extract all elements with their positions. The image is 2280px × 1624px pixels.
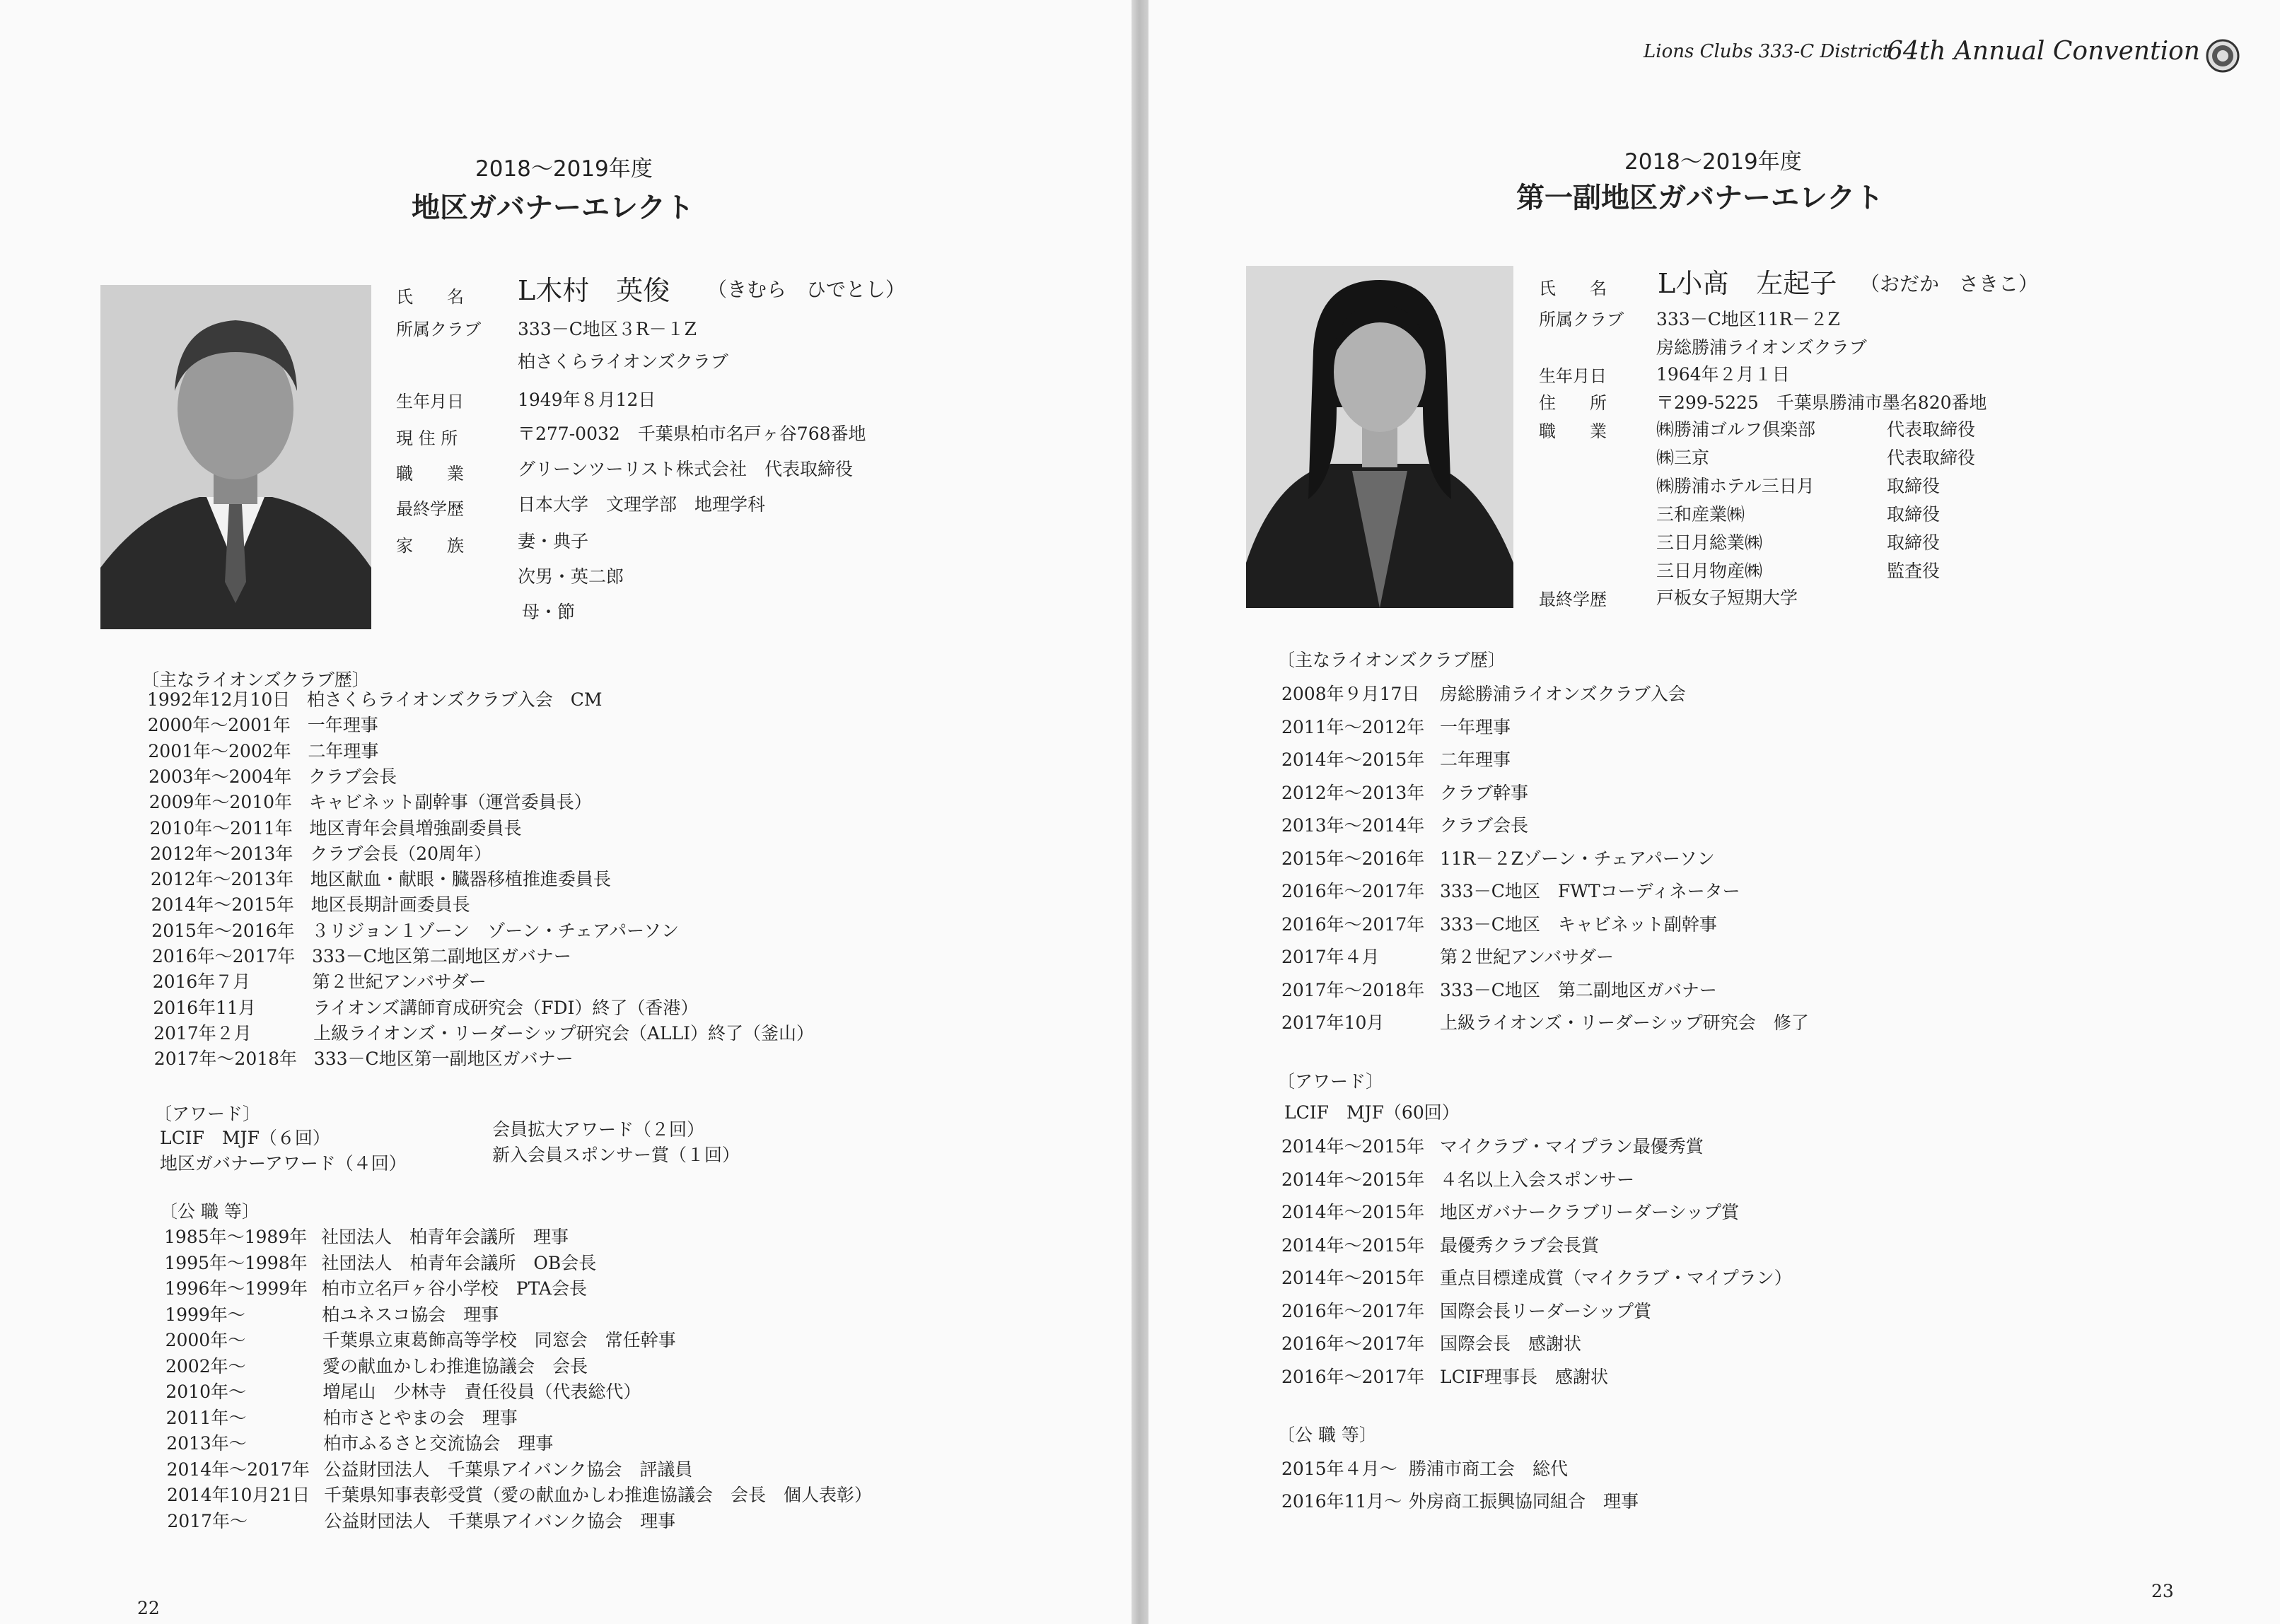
right-history-title: 〔主なライオンズクラブ歴〕 xyxy=(1277,650,1506,670)
award-item-text: 国際会長リーダーシップ賞 xyxy=(1440,1300,1652,1321)
left-year: 2018～2019年度 xyxy=(475,156,653,182)
public-item-date: 2017年～ xyxy=(167,1510,248,1531)
public-item-text: 柏ユネスコ協会 理事 xyxy=(322,1304,499,1325)
history-item-text: ライオンズ講師育成研究会（FDI）終了（香港） xyxy=(313,997,699,1018)
history-item-date: 2011年～2012年 xyxy=(1281,716,1425,737)
education-label: 最終学歴 xyxy=(1539,590,1607,609)
left-award-title: 〔アワード〕 xyxy=(154,1104,261,1124)
history-item-date: 2017年４月 xyxy=(1281,947,1380,967)
right-year: 2018～2019年度 xyxy=(1624,149,1802,175)
history-item-date: 2013年～2014年 xyxy=(1281,815,1425,836)
job-role: 取締役 xyxy=(1887,504,1941,525)
history-item-text: 第２世紀アンバサダー xyxy=(312,971,487,993)
public-item-text: 愛の献血かしわ推進協議会 会長 xyxy=(322,1355,588,1377)
public-item-text: 社団法人 柏青年会議所 OB会長 xyxy=(321,1252,597,1273)
award-item-text: 最優秀クラブ会長賞 xyxy=(1440,1234,1600,1256)
history-item-date: 2012年～2013年 xyxy=(150,869,294,890)
job-company: 三日月物産㈱ xyxy=(1656,561,1763,581)
name-reading: （おだか さきこ） xyxy=(1860,272,2039,296)
award-item-text: 地区ガバナークラブリーダーシップ賞 xyxy=(1440,1202,1740,1222)
history-item-date: 2000年～2001年 xyxy=(147,715,291,736)
name-reading: （きむら ひでとし） xyxy=(707,278,906,301)
education-label: 最終学歴 xyxy=(396,499,464,519)
history-item-date: 2012年～2013年 xyxy=(1281,782,1425,803)
public-item-date: 1995年～1998年 xyxy=(164,1252,308,1273)
job-company: ㈱勝浦ゴルフ倶楽部 xyxy=(1656,419,1816,440)
lions-emblem-icon xyxy=(2206,39,2240,73)
job-role: 代表取締役 xyxy=(1887,419,1976,440)
history-item-date: 2017年10月 xyxy=(1281,1012,1385,1033)
public-item-date: 2014年～2017年 xyxy=(166,1459,310,1480)
name-label: 氏 名 xyxy=(1539,279,1607,298)
history-item-date: 2015年～2016年 xyxy=(1281,848,1425,869)
job-company: ㈱三京 xyxy=(1656,448,1710,468)
address: 〒299-5225 千葉県勝浦市墨名820番地 xyxy=(1656,392,1987,413)
public-item-date: 2010年～ xyxy=(165,1381,247,1402)
page-number-left: 22 xyxy=(137,1598,160,1618)
public-item-text: 柏市さとやまの会 理事 xyxy=(322,1407,518,1428)
club-label: 所属クラブ xyxy=(1539,310,1624,329)
public-item-date: 1999年～ xyxy=(165,1304,245,1325)
award-membership: 会員拡大アワード（２回） xyxy=(492,1119,705,1140)
history-item-text: 地区青年会員増強副委員長 xyxy=(309,817,522,839)
address-label: 住 所 xyxy=(1539,393,1607,413)
history-item-text: 第２世紀アンバサダー xyxy=(1440,947,1615,967)
job-role: 監査役 xyxy=(1887,561,1941,581)
award-lcif: LCIF MJF（60回） xyxy=(1284,1102,1460,1123)
person-name: L小髙 左起子 xyxy=(1658,268,1837,299)
public-item-text: 千葉県立東葛飾高等学校 同窓会 常任幹事 xyxy=(322,1330,676,1350)
education: 戸板女子短期大学 xyxy=(1656,588,1798,608)
award-item-date: 2014年～2015年 xyxy=(1281,1268,1425,1288)
birth-label: 生年月日 xyxy=(1539,366,1607,386)
education: 日本大学 文理学部 地理学科 xyxy=(518,494,766,515)
history-item-text: 地区献血・献眼・臓器移植推進委員長 xyxy=(310,869,611,890)
public-item-date: 2000年～ xyxy=(165,1330,246,1350)
club-district: 333－C地区３R－１Z xyxy=(518,319,697,339)
left-history-title: 〔主なライオンズクラブ歴〕 xyxy=(141,670,370,690)
header-event: 64th Annual Convention xyxy=(1887,37,2200,66)
history-item-date: 2016年～2017年 xyxy=(152,946,296,966)
history-item-text: 二年理事 xyxy=(1440,749,1511,770)
public-item-text: 柏市立名戸ヶ谷小学校 PTA会長 xyxy=(321,1278,587,1299)
left-title: 地区ガバナーエレクト xyxy=(412,192,694,224)
page-number-right: 23 xyxy=(2151,1581,2174,1601)
award-item-date: 2016年～2017年 xyxy=(1281,1333,1425,1354)
history-item-date: 2015年～2016年 xyxy=(151,920,295,941)
job: グリーンツーリスト株式会社 代表取締役 xyxy=(518,459,854,479)
history-item-text: 333－C地区第一副地区ガバナー xyxy=(313,1048,574,1070)
history-item-date: 2017年～2018年 xyxy=(153,1048,298,1070)
address: 〒277-0032 千葉県柏市名戸ヶ谷768番地 xyxy=(518,423,866,444)
history-item-date: 2003年～2004年 xyxy=(149,766,292,787)
name-label: 氏 名 xyxy=(396,287,464,307)
history-item-date: 2010年～2011年 xyxy=(149,817,293,839)
history-item-date: 2016年11月 xyxy=(153,997,256,1018)
history-item-date: 2012年～2013年 xyxy=(150,843,293,864)
header-org: Lions Clubs 333-C District xyxy=(1644,41,1890,62)
history-item-date: 2016年～2017年 xyxy=(1281,881,1425,901)
right-public-title: 〔公 職 等〕 xyxy=(1277,1425,1377,1445)
history-item-date: 1992年12月10日 xyxy=(147,689,291,710)
job-role: 代表取締役 xyxy=(1887,448,1976,468)
family-mother: 母・節 xyxy=(522,602,576,622)
history-item-text: クラブ会長 xyxy=(308,766,397,787)
portrait-odaka-graphic xyxy=(1246,266,1513,608)
right-page xyxy=(1148,0,2280,1624)
history-item-date: 2008年９月17日 xyxy=(1281,684,1420,704)
club-name: 柏さくらライオンズクラブ xyxy=(518,351,728,372)
job-company: 三日月総業㈱ xyxy=(1656,532,1763,553)
portrait-photo-odaka xyxy=(1246,266,1513,608)
birth-label: 生年月日 xyxy=(396,392,464,411)
award-item-date: 2016年～2017年 xyxy=(1281,1366,1425,1387)
job-role: 取締役 xyxy=(1887,476,1941,496)
birth-date: 1964年２月１日 xyxy=(1656,364,1790,385)
history-item-text: ３リジョン１ゾーン ゾーン・チェアパーソン xyxy=(311,920,680,941)
history-item-text: 房総勝浦ライオンズクラブ入会 xyxy=(1440,684,1686,704)
history-item-date: 2017年２月 xyxy=(153,1022,252,1044)
history-item-date: 2009年～2010年 xyxy=(149,792,293,813)
history-item-date: 2016年７月 xyxy=(152,971,251,993)
award-item-date: 2014年～2015年 xyxy=(1281,1234,1425,1256)
family-label: 家 族 xyxy=(396,536,464,556)
address-label: 現 住 所 xyxy=(396,428,458,448)
public-item-date: 2014年10月21日 xyxy=(167,1485,310,1505)
job-company: 三和産業㈱ xyxy=(1656,504,1745,525)
public-item-date: 1996年～1999年 xyxy=(164,1278,308,1299)
public-item-text: 勝浦市商工会 総代 xyxy=(1409,1459,1569,1479)
job-role: 取締役 xyxy=(1887,532,1941,553)
public-item-date: 2015年４月～ xyxy=(1281,1459,1397,1479)
job-label: 職 業 xyxy=(396,464,464,484)
history-item-text: 一年理事 xyxy=(1440,716,1511,737)
history-item-date: 2016年～2017年 xyxy=(1281,913,1425,935)
history-item-text: 柏さくらライオンズクラブ入会 CM xyxy=(307,689,603,710)
history-item-text: 上級ライオンズ・リーダーシップ研究会 修了 xyxy=(1440,1012,1809,1033)
public-item-date: 2011年～ xyxy=(165,1407,247,1428)
history-item-text: クラブ幹事 xyxy=(1440,782,1529,803)
award-item-date: 2014年～2015年 xyxy=(1281,1136,1425,1157)
history-item-text: クラブ会長（20周年） xyxy=(310,843,492,864)
public-item-text: 公益財団法人 千葉県アイバンク協会 理事 xyxy=(324,1510,676,1531)
history-item-text: 11R－２Zゾーン・チェアパーソン xyxy=(1440,848,1715,869)
right-title: 第一副地区ガバナーエレクト xyxy=(1516,182,1884,214)
public-item-text: 社団法人 柏青年会議所 理事 xyxy=(321,1227,569,1247)
job-company: ㈱勝浦ホテル三日月 xyxy=(1656,476,1815,496)
family-spouse: 妻・典子 xyxy=(518,531,589,551)
history-item-date: 2014年～2015年 xyxy=(1281,749,1425,770)
person-name: L木村 英俊 xyxy=(518,275,670,306)
award-lcif: LCIF MJF（６回） xyxy=(160,1128,330,1148)
history-item-text: 333－C地区 FWTコーディネーター xyxy=(1440,881,1740,901)
birth-date: 1949年８月12日 xyxy=(518,390,656,410)
history-item-text: 333－C地区 第二副地区ガバナー xyxy=(1440,979,1717,1000)
public-item-text: 外房商工振興協同組合 理事 xyxy=(1409,1491,1639,1512)
left-public-title: 〔公 職 等〕 xyxy=(160,1201,260,1222)
public-item-text: 公益財団法人 千葉県アイバンク協会 評議員 xyxy=(323,1459,693,1480)
award-sponsor: 新入会員スポンサー賞（１回） xyxy=(492,1145,740,1165)
public-item-date: 1985年～1989年 xyxy=(164,1227,308,1247)
public-item-text: 千葉県知事表彰受賞（愛の献血かしわ推進協議会 会長 個人表彰） xyxy=(324,1485,873,1505)
portrait-kimura-graphic xyxy=(100,285,371,629)
history-item-text: 333－C地区 キャビネット副幹事 xyxy=(1440,913,1717,935)
public-item-date: 2013年～ xyxy=(166,1433,247,1454)
public-item-date: 2002年～ xyxy=(165,1355,246,1377)
history-item-text: 二年理事 xyxy=(308,740,379,761)
club-district: 333－C地区11R－２Z xyxy=(1656,309,1840,329)
award-item-text: マイクラブ・マイプラン最優秀賞 xyxy=(1440,1136,1704,1157)
public-item-text: 増尾山 少林寺 責任役員（代表総代） xyxy=(322,1381,641,1402)
award-item-text: ４名以上入会スポンサー xyxy=(1440,1169,1635,1190)
right-award-title: 〔アワード〕 xyxy=(1277,1071,1384,1092)
award-item-text: 国際会長 感謝状 xyxy=(1440,1333,1582,1354)
history-item-text: 地区長期計画委員長 xyxy=(310,894,470,916)
history-item-date: 2014年～2015年 xyxy=(151,894,294,916)
club-name: 房総勝浦ライオンズクラブ xyxy=(1656,337,1867,358)
history-item-text: クラブ会長 xyxy=(1440,815,1529,836)
club-label: 所属クラブ xyxy=(396,320,481,339)
award-item-date: 2016年～2017年 xyxy=(1281,1300,1425,1321)
award-item-text: LCIF理事長 感謝状 xyxy=(1440,1366,1608,1387)
family-son: 次男・英二郎 xyxy=(518,566,624,587)
portrait-photo-kimura xyxy=(100,285,371,629)
history-item-date: 2001年～2002年 xyxy=(148,740,291,761)
left-page xyxy=(0,0,1132,1624)
award-governor: 地区ガバナーアワード（４回） xyxy=(160,1153,407,1174)
history-item-date: 2017年～2018年 xyxy=(1281,979,1425,1000)
book-gutter xyxy=(1132,0,1148,1624)
history-item-text: 上級ライオンズ・リーダーシップ研究会（ALLI）終了（釜山） xyxy=(313,1022,814,1044)
award-item-text: 重点目標達成賞（マイクラブ・マイプラン） xyxy=(1440,1268,1792,1288)
public-item-text: 柏市ふるさと交流協会 理事 xyxy=(323,1433,554,1454)
award-item-date: 2014年～2015年 xyxy=(1281,1202,1425,1222)
history-item-text: 一年理事 xyxy=(307,715,378,736)
history-item-text: キャビネット副幹事（運営委員長） xyxy=(308,792,592,813)
award-item-date: 2014年～2015年 xyxy=(1281,1169,1425,1190)
history-item-text: 333－C地区第二副地区ガバナー xyxy=(312,946,571,966)
public-item-date: 2016年11月～ xyxy=(1281,1491,1402,1512)
job-label: 職 業 xyxy=(1539,421,1607,441)
